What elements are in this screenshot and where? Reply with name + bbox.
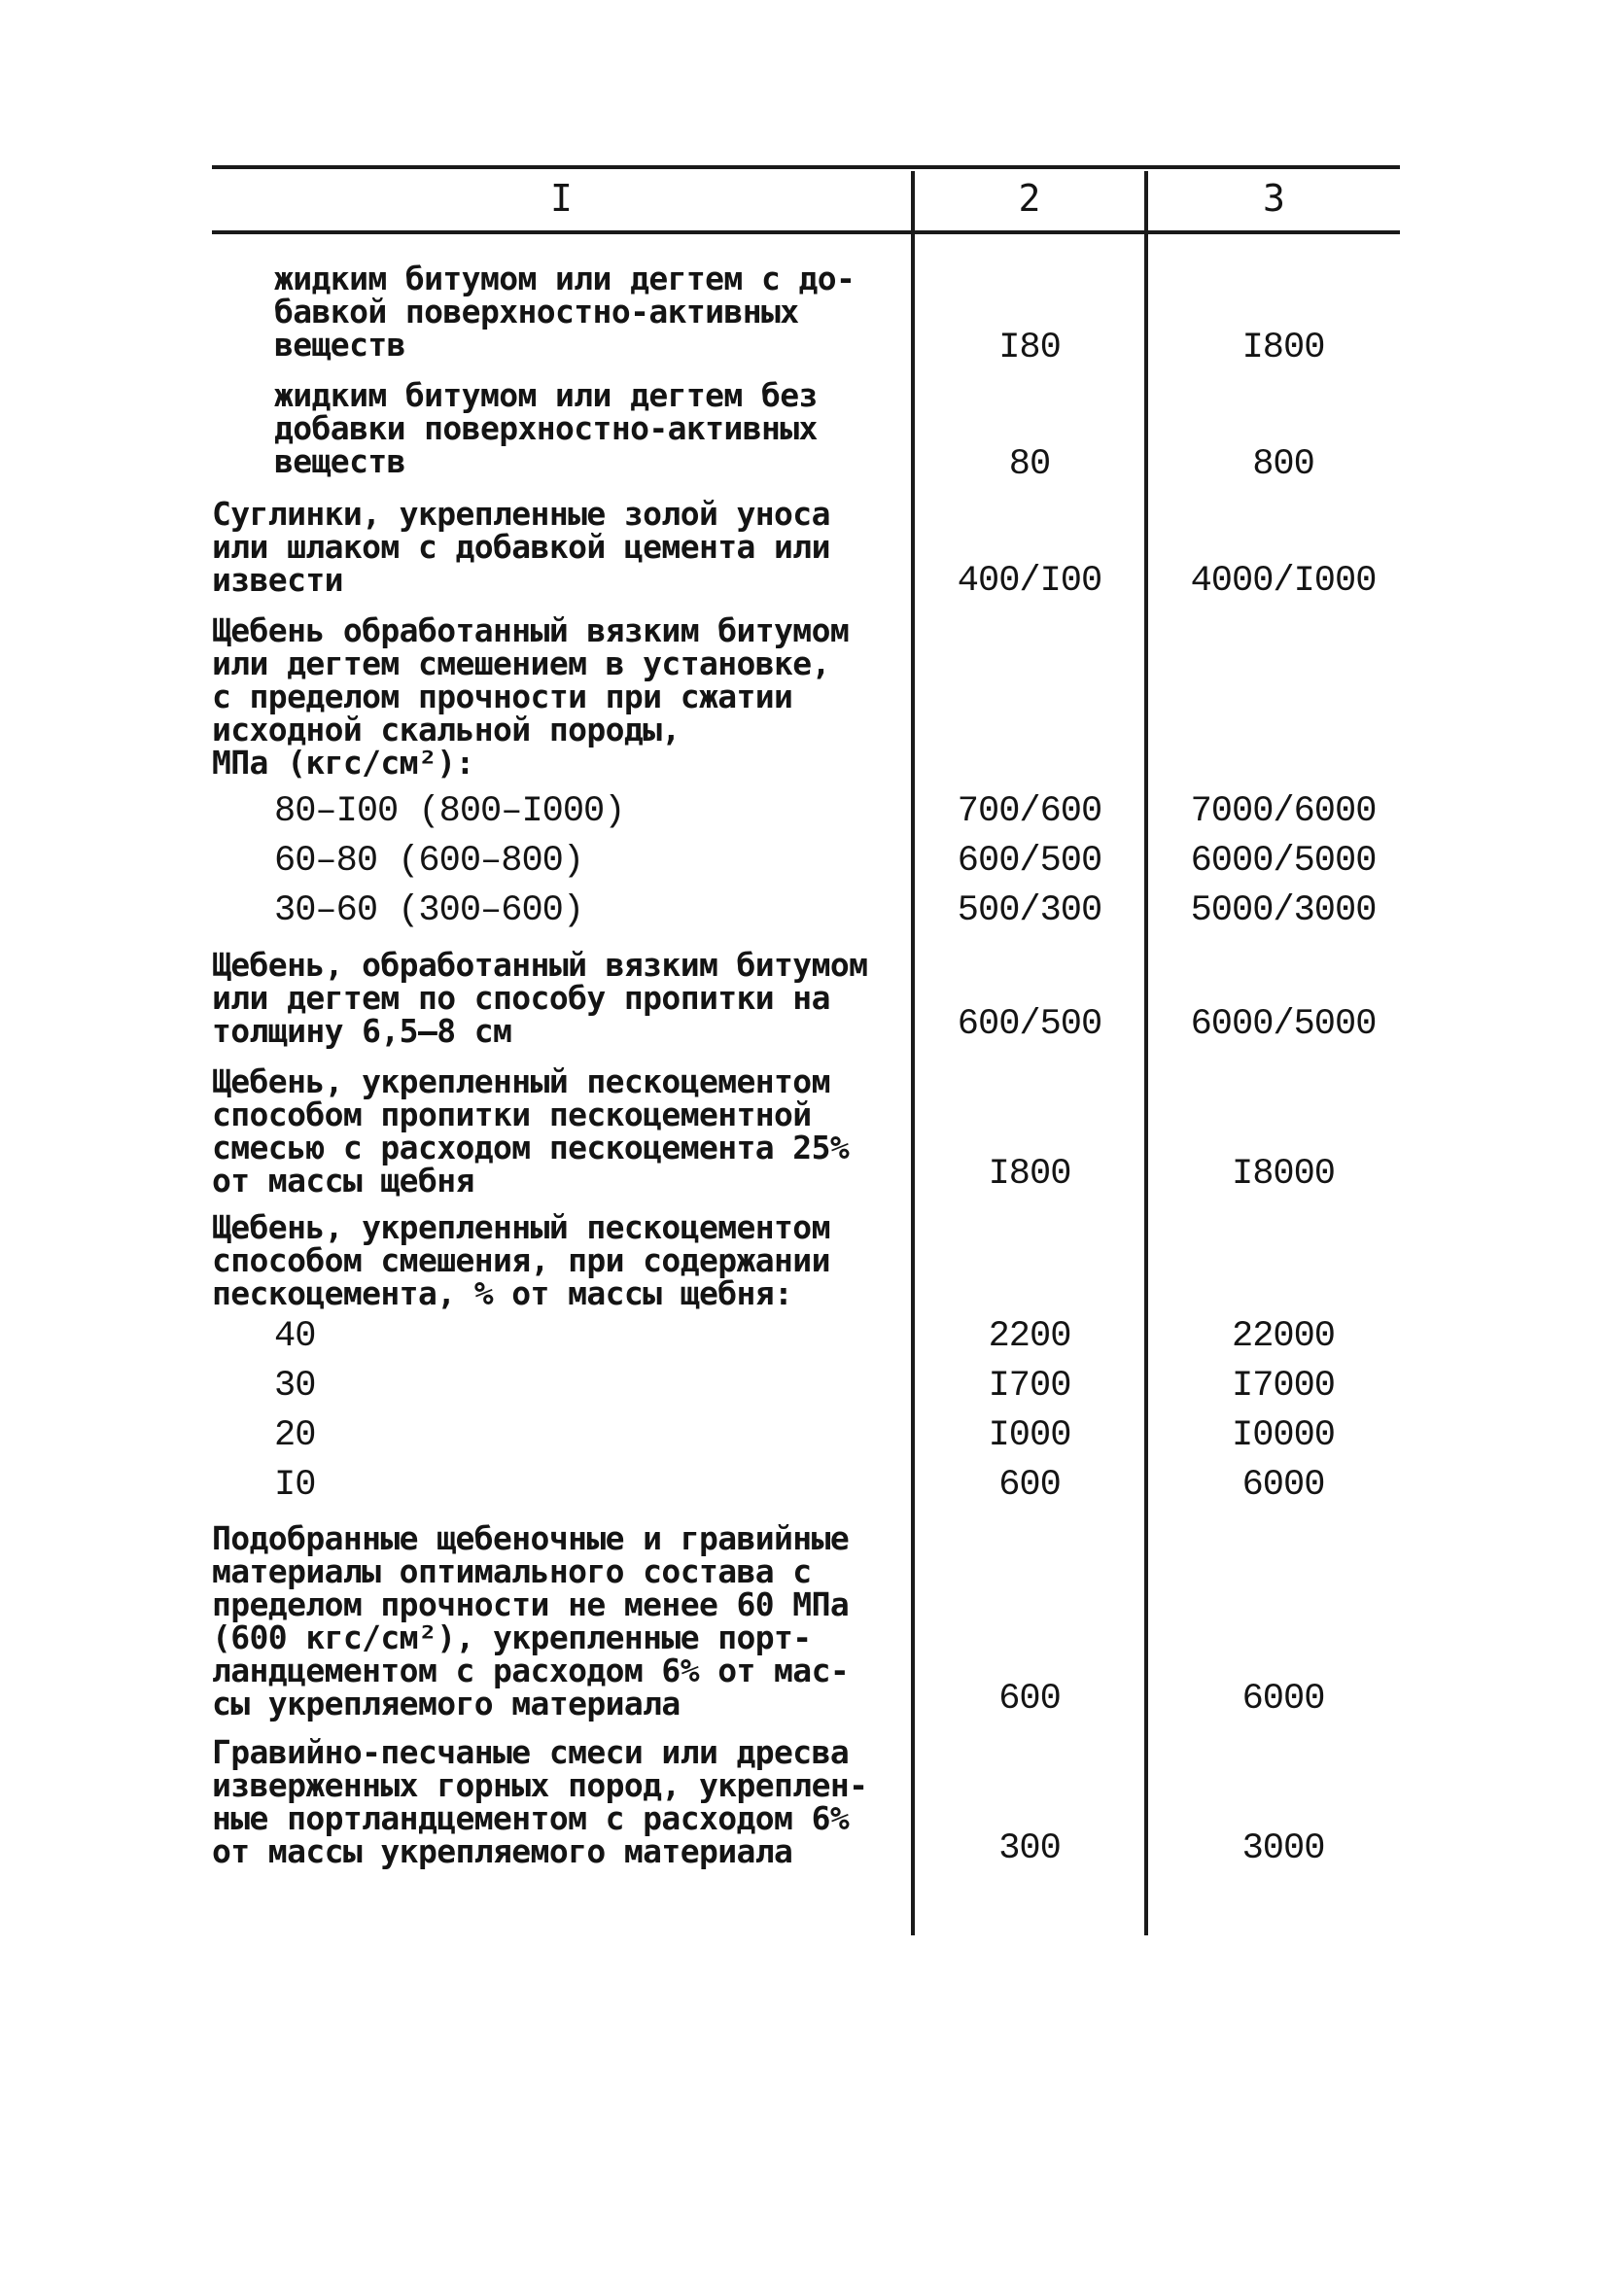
row-value-col3: 6000/5000 [1190,841,1377,882]
row-description: Суглинки, укрепленные золой уноса или шлаком с добавкой цемента или извести [212,495,830,599]
row-description: Щебень, обработанный вязким битумом или дегтем по способу пропитки на толщину 6,5–8 см [212,946,868,1050]
row-description: Щебень, укрепленный пескоцементом способом пропитки пескоцементной смесью с расходом пескоцемента 25% от массы щебня [212,1062,850,1200]
row-subitem-label: I0 [274,1465,316,1506]
row-value-col3: 3000 [1241,1828,1325,1869]
row-value-col2: 600/500 [957,841,1102,882]
row-description: жидким битумом или дегтем без добавки поверхностно-активных веществ [274,376,818,480]
row-subitem-label: 40 [274,1316,316,1357]
row-description: Гравийно-песчаные смеси или дресва изверженных горных пород, укреплен- ные портландцементом с расходом 6% от массы укрепляемого материала [212,1733,868,1870]
row-value-col2: I000 [988,1415,1071,1456]
row-value-col3: I7000 [1231,1366,1336,1407]
row-value-col2: 700/600 [957,791,1102,832]
table-top-rule [212,165,1400,169]
row-subitem-label: 30 [274,1366,316,1407]
row-value-col2: 500/300 [957,890,1102,931]
row-value-col2: 600 [998,1465,1061,1506]
row-value-col2: 300 [998,1828,1061,1869]
row-description: Подобранные щебеночные и гравийные материалы оптимального состава с пределом прочности не менее 60 МПа (600 кгс/см²), укрепленные порт- ландцементом с расходом 6% от мас- сы укрепляемого материала [212,1519,850,1722]
row-value-col3: 4000/I000 [1190,561,1377,602]
row-description: Щебень, укрепленный пескоцементом способом смешения, при содержании пескоцемента, % от массы щебня: [212,1208,830,1312]
row-value-col2: I800 [988,1154,1071,1195]
row-value-col3: 800 [1252,444,1314,485]
row-value-col3: I8000 [1231,1154,1336,1195]
row-value-col3: I800 [1241,328,1325,368]
row-value-col2: 2200 [988,1316,1071,1357]
row-value-col3: 5000/3000 [1190,890,1377,931]
row-subitem-label: 60–80 (600–800) [274,841,584,882]
row-subitem-label: 20 [274,1415,316,1456]
row-value-col2: I80 [998,328,1061,368]
row-value-col2: 400/I00 [957,561,1102,602]
column-header-3: 3 [1263,177,1285,220]
row-value-col3: 6000/5000 [1190,1004,1377,1045]
row-value-col2: 80 [1008,444,1051,485]
row-value-col3: 22000 [1231,1316,1336,1357]
table-header-rule [212,230,1400,234]
row-subitem-label: 30–60 (300–600) [274,890,584,931]
row-value-col2: 600/500 [957,1004,1102,1045]
row-value-col3: 6000 [1241,1679,1325,1720]
row-description: Щебень обработанный вязким битумом или дегтем смешением в установке, с пределом прочности при сжатии исходной скальной породы, МПа (кгс/см²): [212,611,850,782]
column-header-2: 2 [1018,177,1041,220]
column-header-1: I [550,177,573,220]
row-value-col2: 600 [998,1679,1061,1720]
row-subitem-label: 80–I00 (800–I000) [274,791,625,832]
row-value-col3: 6000 [1241,1465,1325,1506]
row-value-col2: I700 [988,1366,1071,1407]
row-value-col3: I0000 [1231,1415,1336,1456]
row-description: жидким битумом или дегтем с до- бавкой поверхностно-активных веществ [274,260,856,364]
column-divider-2 [1144,171,1148,1935]
row-value-col3: 7000/6000 [1190,791,1377,832]
